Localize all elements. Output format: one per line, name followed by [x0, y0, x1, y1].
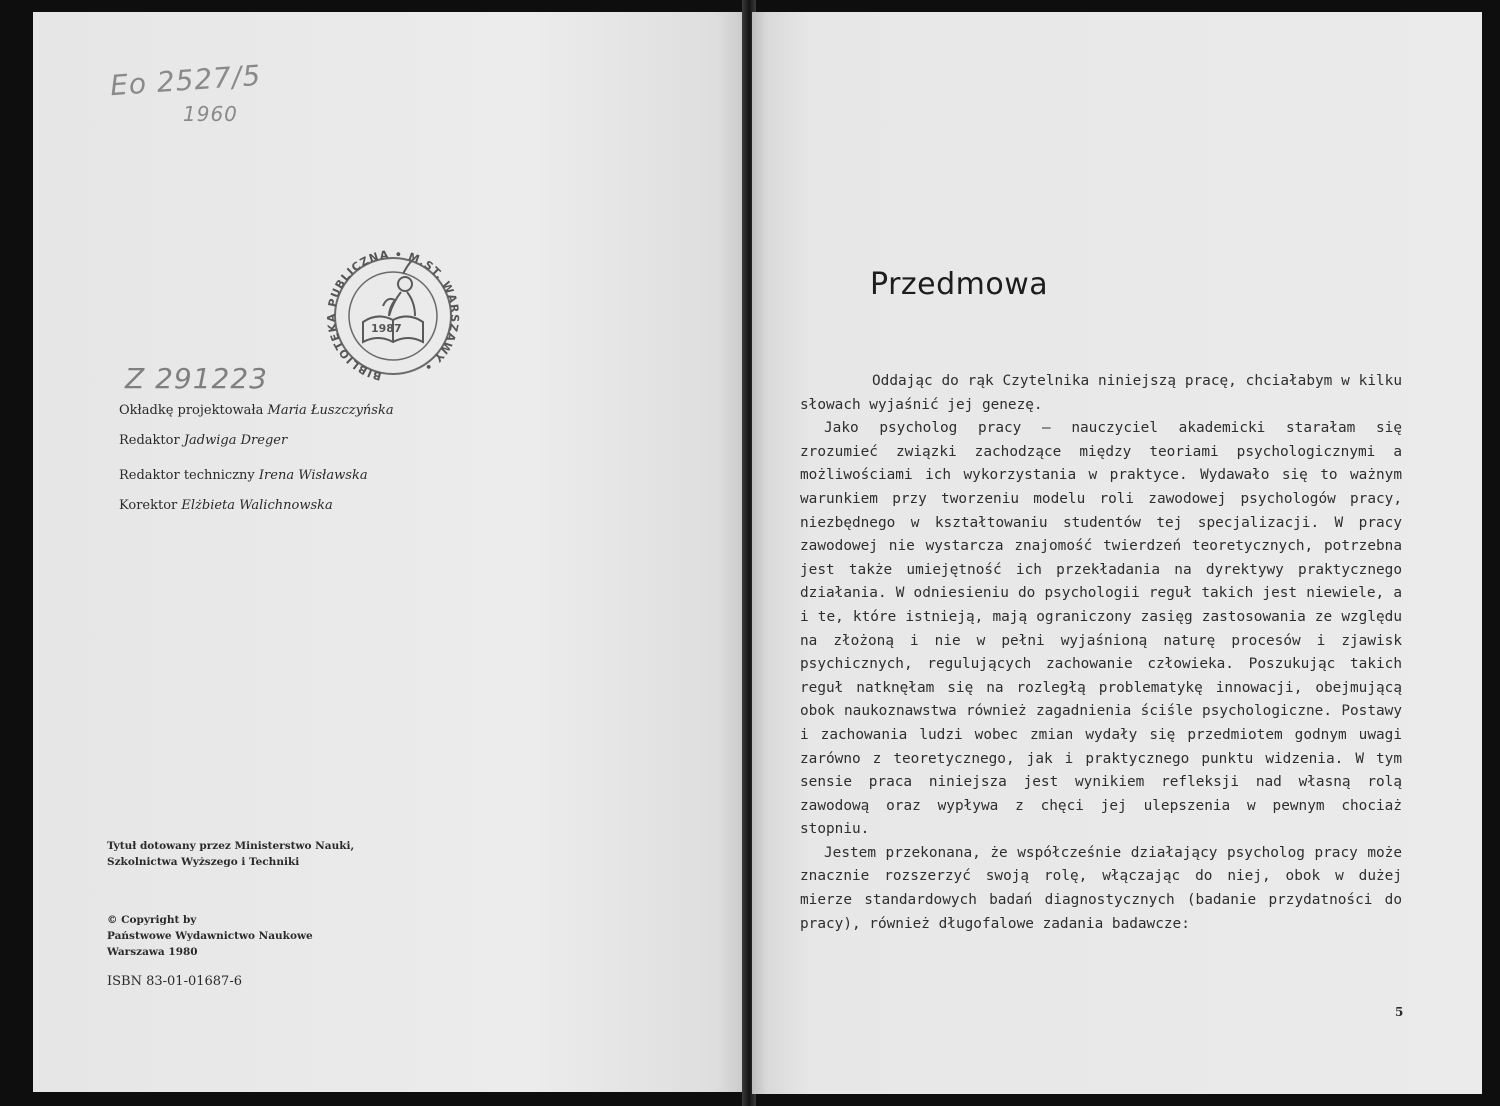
credit-name: Jadwiga Dreger: [183, 433, 288, 448]
credit-editor: [119, 433, 287, 448]
library-stamp: [323, 244, 463, 394]
grant-note: [107, 838, 354, 870]
grant-note-line: Szkolnictwa Wyższego i Techniki: [107, 856, 300, 868]
copyright-line: Warszawa 1980: [107, 946, 198, 958]
copyright-line: © Copyright by: [107, 914, 197, 926]
credit-label: Redaktor techniczny: [119, 468, 255, 483]
grant-note-line: Tytuł dotowany przez Ministerstwo Nauki,: [107, 840, 355, 852]
preface-text: [800, 370, 1402, 936]
credit-name: Maria Łuszczyńska: [267, 403, 394, 418]
right-page: [752, 12, 1482, 1094]
chapter-heading: Przedmowa: [870, 267, 1049, 302]
credit-name: Irena Wisławska: [258, 468, 368, 483]
left-page: [33, 12, 745, 1092]
handwritten-shelfmark: Eo 2527/5: [109, 58, 263, 103]
credit-cover-designer: [119, 403, 394, 418]
page-number: 5: [1395, 1005, 1404, 1019]
svg-text:BIBLIOTEKA PUBLICZNA • M.ST. W: BIBLIOTEKA PUBLICZNA • M.ST. WARSZAWY •: [324, 247, 462, 383]
isbn: ISBN 83-01-01687-6: [107, 974, 242, 989]
credit-label: Redaktor: [119, 433, 180, 448]
credit-label: Korektor: [119, 498, 178, 513]
credit-proofreader: [119, 498, 333, 513]
paragraph: Jestem przekonana, że współcześnie działający psycholog pracy może znacznie rozszerzyć swoją rolę, włączając do niej, obok w dużej mierze standardowych badań diagnostycznych (badanie przydatności do pracy), również długofalowe zadania badawcze:: [800, 844, 1402, 932]
credit-label: Okładkę projektowała: [119, 403, 264, 418]
handwritten-shelf-year: 1960: [183, 102, 238, 126]
copyright-line: Państwowe Wydawnictwo Naukowe: [107, 930, 313, 942]
copyright-block: [107, 912, 313, 960]
paragraph: Oddając do rąk Czytelnika niniejszą pracę, chciałabym w kilku słowach wyjaśnić jej genezę.: [800, 373, 1402, 413]
stamp-year: 1987: [371, 322, 402, 335]
credit-technical-editor: [119, 468, 368, 483]
paragraph: Jako psycholog pracy — nauczyciel akademicki starałam się zrozumieć związki zachodzące między teoriami psychologicznymi a możliwościami ich wykorzystania w praktyce. Wydawało się to ważnym warunkiem przy tworzeniu modelu roli zawodowej psychologów pracy, niezbędnego w kształtowaniu studentów tej specjalizacji. W pracy zawodowej nie wystarcza znajomość twierdzeń teoretycznych, potrzebna jest także umiejętność ich przekładania na dyrektywy praktycznego działania. W odniesieniu do psychologii reguł takich jest niewiele, a i te, które istnieją, mają ograniczony zasięg zastosowania ze względu na złożoną i nie w pełni wyjaśnioną naturę procesów i zjawisk psychicznych, regulujących zachowanie człowieka. Poszukując takich reguł natknęłam się na rozległą problematykę innowacji, obejmującą obok naukoznawstwa również zagadnienia ściśle psychologiczne. Postawy i zachowania ludzi wobec zmian wydały się przedmiotem godnym uwagi zarówno z teoretycznego, jak i praktycznego punktu widzenia. W tym sensie praca niniejsza jest wynikiem refleksji nad własną rolą zawodową oraz wypływa z chęci jej ulepszenia w pewnym chociaż stopniu.: [800, 420, 1402, 838]
handwritten-accession-number: Z 291223: [125, 362, 268, 395]
library-stamp-graphic: [323, 244, 463, 394]
credit-name: Elżbieta Walichnowska: [181, 498, 333, 513]
